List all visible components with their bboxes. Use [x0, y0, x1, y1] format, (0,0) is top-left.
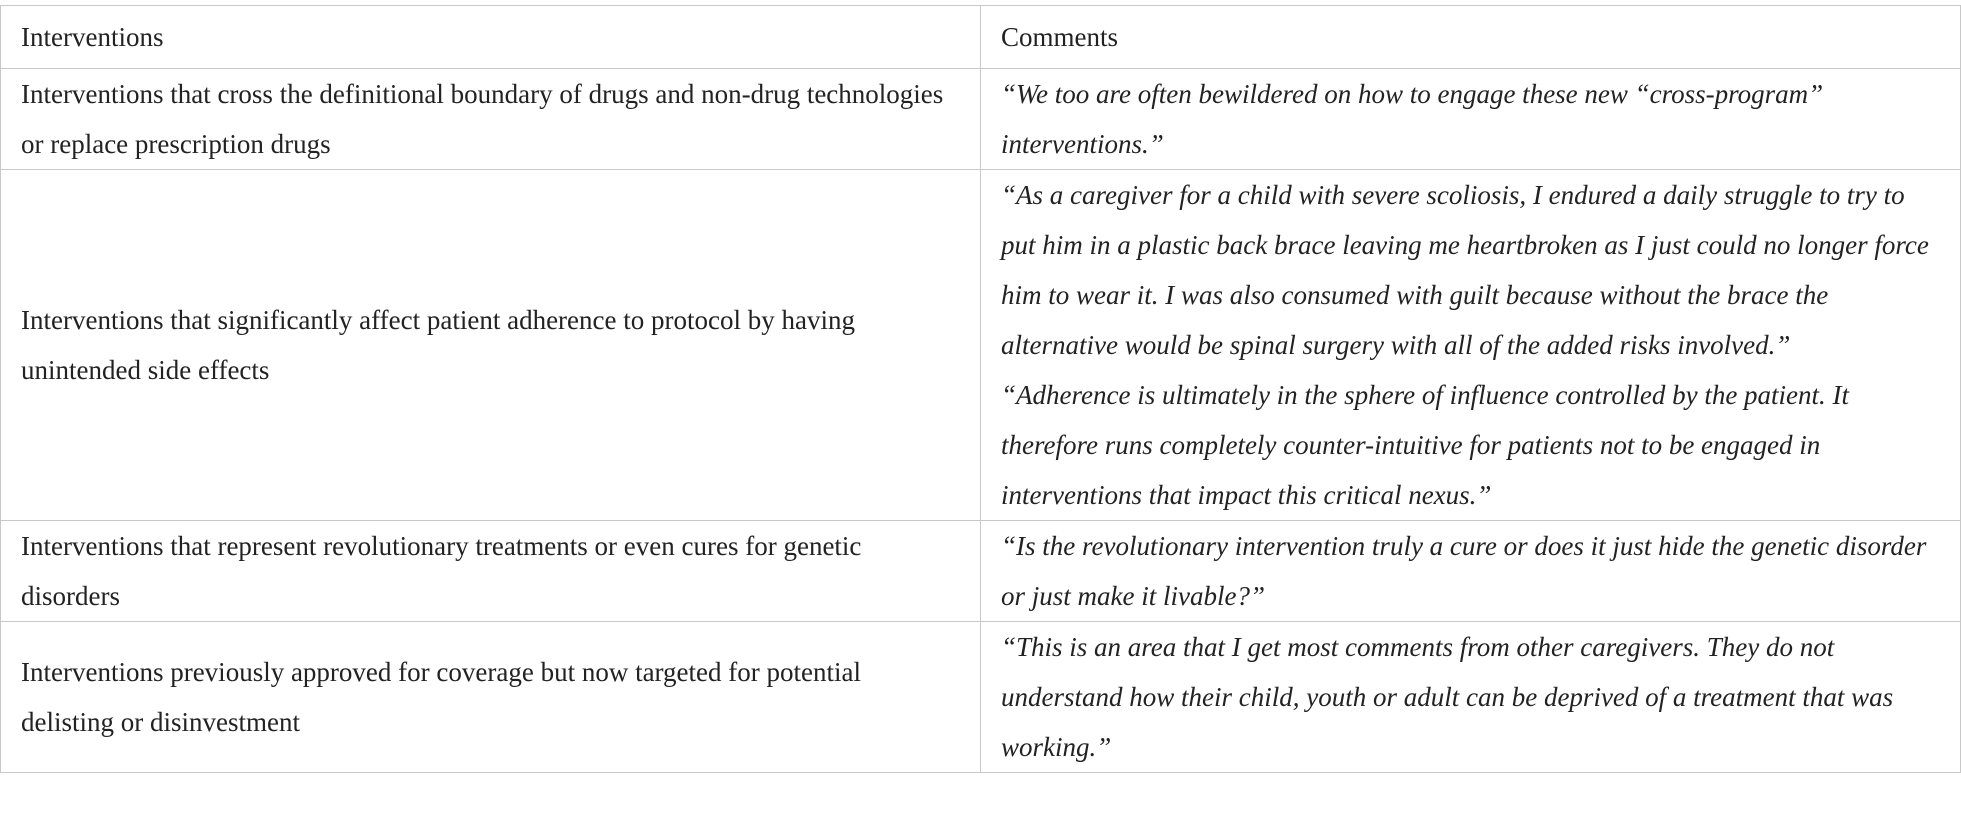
comment-cell	[981, 170, 1961, 521]
comment-cell	[981, 69, 1961, 170]
comment-cell	[981, 622, 1961, 773]
table-row	[1, 521, 1961, 622]
comment-quote: “Adherence is ultimately in the sphere of influence controlled by the patient. It therefore runs completely counter-intuitive for patients not to be engaged in interventions that impact this critical nexus.”	[1001, 380, 1850, 510]
intervention-cell: Interventions that represent revolutionary treatments or even cures for genetic disorders	[1, 521, 981, 622]
comment-quote: “Is the revolutionary intervention truly a cure or does it just hide the genetic disorder or just make it livable?”	[1001, 531, 1927, 611]
comment-quote: “We too are often bewildered on how to engage these new “cross-program” interventions.”	[1001, 79, 1824, 159]
table-row	[1, 622, 1961, 773]
header-comments: Comments	[981, 6, 1961, 69]
table-header-row	[1, 6, 1961, 69]
table-row	[1, 170, 1961, 521]
table-row	[1, 69, 1961, 170]
interventions-table	[0, 5, 1961, 773]
comment-cell	[981, 521, 1961, 622]
comment-quote: “This is an area that I get most comments from other caregivers. They do not understand how their child, youth or adult can be deprived of a treatment that was working.”	[1001, 632, 1894, 762]
intervention-cell: Interventions previously approved for coverage but now targeted for potential delisting or disinvestment	[1, 622, 981, 773]
intervention-cell: Interventions that cross the definitional boundary of drugs and non-drug technologies or replace prescription drugs	[1, 69, 981, 170]
header-interventions: Interventions	[1, 6, 981, 69]
intervention-cell: Interventions that significantly affect patient adherence to protocol by having unintended side effects	[1, 170, 981, 521]
comment-quote: “As a caregiver for a child with severe scoliosis, I endured a daily struggle to try to put him in a plastic back brace leaving me heartbroken as I just could no longer force him to wear it. I was also consumed with guilt because without the brace the alternative would be spinal surgery with all of the added risks involved.”	[1001, 180, 1929, 360]
